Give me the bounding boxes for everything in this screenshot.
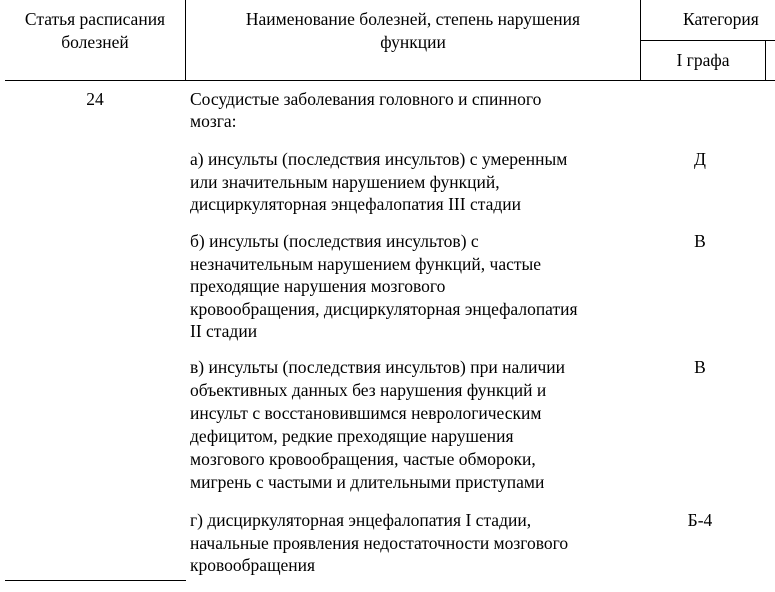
item-v-category: В (694, 357, 706, 377)
article-number: 24 (86, 89, 104, 109)
item-g-category: Б-4 (687, 510, 713, 530)
header-article-line: Статья расписания (24, 9, 166, 29)
item-b-category: В (694, 231, 706, 251)
item-line: инсульт с восстановившимся неврологическим (190, 403, 542, 423)
item-line: преходящие нарушения мозгового (190, 276, 446, 296)
item-line: г) дисциркуляторная энцефалопатия I стадии, (190, 510, 532, 530)
item-line: дисциркуляторная энцефалопатия III стадии (190, 194, 521, 214)
header-name-line: Наименование болезней, степень нарушения (245, 9, 581, 29)
item-line: а) инсульты (последствия инсультов) с умеренным (190, 149, 568, 169)
header-article-line: болезней (61, 32, 129, 52)
item-line: незначительным нарушением функций, частые (190, 254, 542, 274)
header-column-1: I графа (676, 50, 730, 70)
item-line: II стадии (190, 321, 258, 341)
item-line: б) инсульты (последствия инсультов) с (190, 231, 479, 251)
item-line: начальные проявления недостаточности мозгового (190, 533, 569, 553)
article-footer-rule (5, 580, 186, 581)
item-line: кровообращения, дисциркуляторная энцефалопатия (190, 299, 578, 319)
item-line: или значительным нарушением функций, (190, 172, 500, 192)
category-divider-rule (640, 40, 775, 41)
item-a-category: Д (694, 149, 706, 169)
header-category: Категория (683, 9, 759, 29)
item-line: мигрень с частыми и длительными приступами (190, 472, 545, 492)
category-subcolumn-rule (765, 40, 766, 80)
item-line: в) инсульты (последствия инсультов) при наличии (190, 357, 566, 377)
item-line: кровообращения (190, 555, 316, 575)
header-bottom-rule (5, 80, 775, 81)
intro-line: Сосудистые заболевания головного и спинного (190, 89, 542, 109)
item-line: мозгового кровообращения, частые обмороки, (190, 449, 536, 469)
header-name-line: функции (380, 32, 446, 52)
item-line: объективных данных без нарушения функций и (190, 380, 547, 400)
item-line: дефицитом, редкие преходящие нарушения (190, 426, 514, 446)
intro-line: мозга: (190, 111, 237, 131)
